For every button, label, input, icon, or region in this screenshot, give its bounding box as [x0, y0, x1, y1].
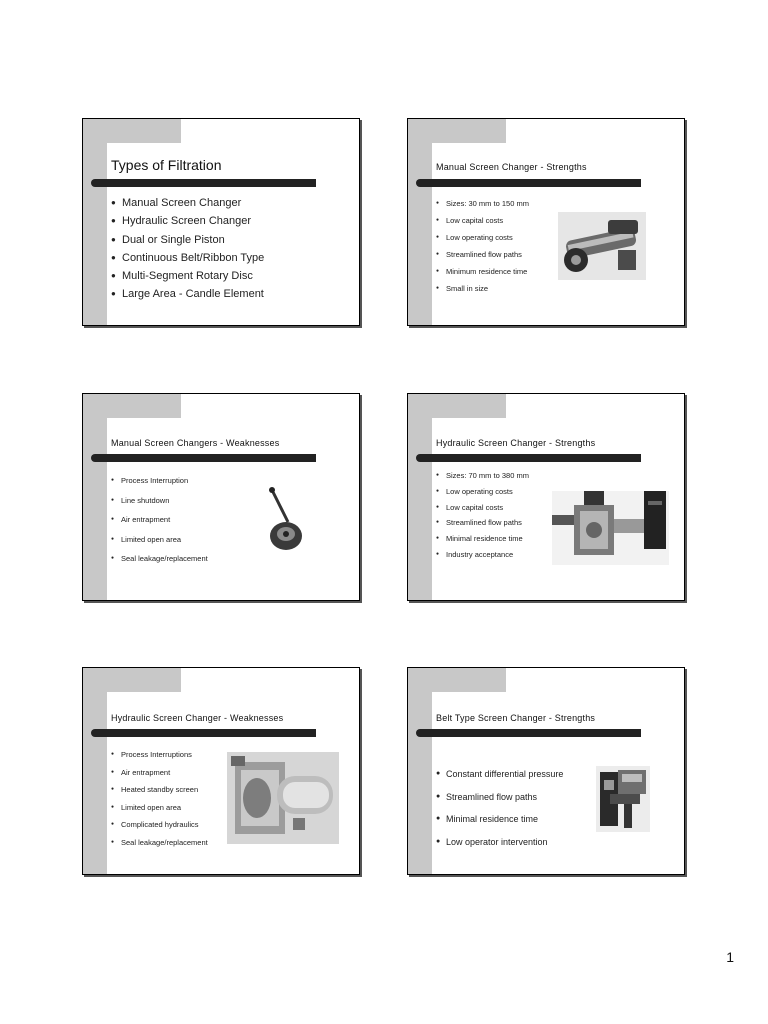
- belt-screen-changer-photo: [596, 766, 650, 832]
- slide-frame: [407, 393, 685, 601]
- title-bar: [91, 729, 316, 737]
- list-item: ● Seal leakage/replacement: [111, 549, 208, 569]
- list-item: ● Minimal residence time: [436, 808, 563, 831]
- bullet-list: [111, 471, 208, 569]
- slide-hydraulic-strengths: [407, 393, 685, 601]
- list-item: ● Hydraulic Screen Changer: [111, 212, 264, 230]
- hydraulic-cutaway-photo: [227, 752, 339, 844]
- slide-hydraulic-weaknesses: [82, 667, 360, 875]
- list-item: ● Line shutdown: [111, 491, 208, 511]
- list-item: ● Minimum residence time: [436, 263, 529, 280]
- slide-title: Types of Filtration: [111, 157, 222, 173]
- slide-frame: [82, 667, 360, 875]
- list-item: ● Limited open area: [111, 799, 208, 817]
- page-number: 1: [726, 949, 734, 965]
- bullet-list: [111, 746, 208, 852]
- slide-manual-weaknesses: [82, 393, 360, 601]
- hydraulic-screen-changer-photo: [552, 491, 669, 565]
- slide-title: Manual Screen Changer - Strengths: [436, 162, 587, 172]
- list-item: ● Large Area - Candle Element: [111, 285, 264, 303]
- title-bar: [416, 454, 641, 462]
- list-item: ● Low operating costs: [436, 229, 529, 246]
- list-item: ● Multi-Segment Rotary Disc: [111, 267, 264, 285]
- list-item: ● Process Interruptions: [111, 746, 208, 764]
- slide-frame: [407, 667, 685, 875]
- bullet-list: [436, 468, 529, 563]
- title-bar: [91, 454, 316, 462]
- slide-title: Belt Type Screen Changer - Strengths: [436, 713, 596, 723]
- list-item: ● Streamlined flow paths: [436, 515, 529, 531]
- list-item: ● Streamlined flow paths: [436, 246, 529, 263]
- list-item: ● Minimal residence time: [436, 531, 529, 547]
- slide-title: Manual Screen Changers - Weaknesses: [111, 438, 280, 448]
- bullet-list: [436, 763, 563, 853]
- bullet-list: [436, 195, 529, 297]
- list-item: ● Air entrapment: [111, 764, 208, 782]
- slide-types-of-filtration: [82, 118, 360, 326]
- list-item: ● Complicated hydraulics: [111, 816, 208, 834]
- list-item: ● Low operator intervention: [436, 831, 563, 854]
- list-item: ● Constant differential pressure: [436, 763, 563, 786]
- slide-belt-strengths: [407, 667, 685, 875]
- list-item: ● Continuous Belt/Ribbon Type: [111, 249, 264, 267]
- list-item: ● Low capital costs: [436, 500, 529, 516]
- list-item: ● Seal leakage/replacement: [111, 834, 208, 852]
- bullet-list: [111, 194, 264, 304]
- manual-screen-changer-photo: [558, 212, 646, 280]
- list-item: ● Limited open area: [111, 530, 208, 550]
- slide-frame: [82, 118, 360, 326]
- title-bar: [416, 729, 641, 737]
- list-item: ● Heated standby screen: [111, 781, 208, 799]
- manual-screen-changer-weakness-photo: [266, 486, 306, 556]
- list-item: ● Low capital costs: [436, 212, 529, 229]
- list-item: ● Air entrapment: [111, 510, 208, 530]
- slide-title: Hydraulic Screen Changer - Strengths: [436, 438, 596, 448]
- list-item: ● Dual or Single Piston: [111, 231, 264, 249]
- slide-frame: [82, 393, 360, 601]
- list-item: ● Streamlined flow paths: [436, 786, 563, 809]
- title-bar: [91, 179, 316, 187]
- list-item: ● Manual Screen Changer: [111, 194, 264, 212]
- slide-title: Hydraulic Screen Changer - Weaknesses: [111, 713, 284, 723]
- list-item: ● Sizes: 70 mm to 380 mm: [436, 468, 529, 484]
- slide-manual-strengths: [407, 118, 685, 326]
- list-item: ● Industry acceptance: [436, 547, 529, 563]
- title-bar: [416, 179, 641, 187]
- slide-frame: [407, 118, 685, 326]
- list-item: ● Low operating costs: [436, 484, 529, 500]
- list-item: ● Process Interruption: [111, 471, 208, 491]
- list-item: ● Small in size: [436, 280, 529, 297]
- list-item: ● Sizes: 30 mm to 150 mm: [436, 195, 529, 212]
